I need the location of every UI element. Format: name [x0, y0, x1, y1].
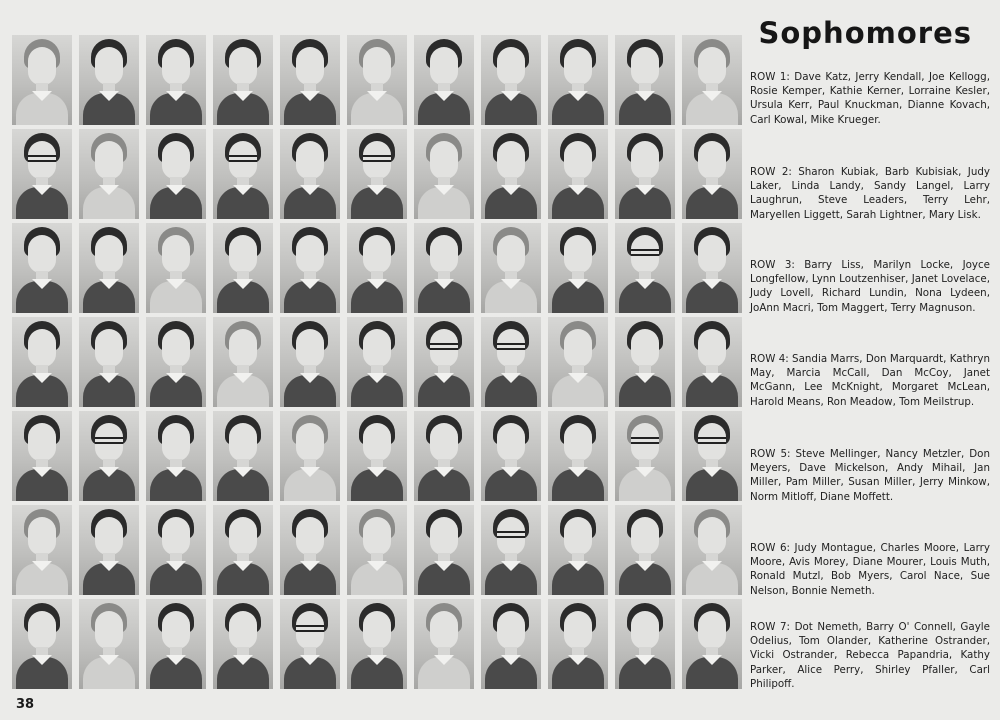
- student-portrait: [79, 505, 139, 595]
- student-portrait: [12, 129, 72, 219]
- student-portrait: [481, 505, 541, 595]
- student-portrait: [280, 223, 340, 313]
- student-portrait: [12, 599, 72, 689]
- student-portrait: [548, 223, 608, 313]
- student-portrait: [548, 599, 608, 689]
- student-portrait: [79, 129, 139, 219]
- student-portrait: [414, 223, 474, 313]
- student-portrait: [79, 317, 139, 407]
- student-portrait: [548, 317, 608, 407]
- student-portrait: [414, 411, 474, 501]
- student-portrait: [146, 411, 206, 501]
- student-portrait: [682, 129, 742, 219]
- portrait-row: [12, 599, 746, 689]
- student-portrait: [213, 223, 273, 313]
- portrait-row: [12, 223, 746, 313]
- student-portrait: [481, 223, 541, 313]
- student-portrait: [414, 35, 474, 125]
- student-portrait: [548, 129, 608, 219]
- student-portrait: [280, 411, 340, 501]
- page-title: Sophomores: [758, 16, 972, 50]
- student-portrait: [615, 223, 675, 313]
- student-portrait: [682, 35, 742, 125]
- student-portrait: [481, 599, 541, 689]
- student-portrait: [213, 35, 273, 125]
- student-portrait: [12, 317, 72, 407]
- portrait-row: [12, 505, 746, 595]
- student-portrait: [682, 505, 742, 595]
- student-portrait: [213, 317, 273, 407]
- student-portrait: [146, 317, 206, 407]
- student-portrait: [347, 411, 407, 501]
- student-portrait: [682, 317, 742, 407]
- student-portrait: [347, 599, 407, 689]
- student-portrait: [347, 129, 407, 219]
- student-portrait: [280, 129, 340, 219]
- portrait-row: [12, 129, 746, 219]
- portrait-row: [12, 411, 746, 501]
- student-portrait: [79, 35, 139, 125]
- student-portrait: [615, 599, 675, 689]
- student-portrait: [481, 129, 541, 219]
- student-portrait: [146, 129, 206, 219]
- row-4-caption: ROW 4: Sandia Marrs, Don Marquardt, Kathryn May, Marcia McCall, Dan McCoy, Janet McGann, Lee McKnight, Morgaret McLean, Harold Means, Ron Meadow, Tom Meilstrup.: [750, 353, 990, 408]
- page-number: 38: [16, 697, 35, 712]
- student-portrait: [615, 35, 675, 125]
- student-portrait: [414, 129, 474, 219]
- portrait-row: [12, 35, 746, 125]
- student-portrait: [347, 35, 407, 125]
- student-portrait: [347, 317, 407, 407]
- portrait-grid: [12, 35, 746, 691]
- student-portrait: [12, 223, 72, 313]
- student-portrait: [213, 129, 273, 219]
- student-portrait: [213, 505, 273, 595]
- student-portrait: [347, 223, 407, 313]
- student-portrait: [615, 317, 675, 407]
- student-portrait: [146, 35, 206, 125]
- student-portrait: [146, 599, 206, 689]
- student-portrait: [79, 411, 139, 501]
- student-portrait: [682, 599, 742, 689]
- student-portrait: [12, 411, 72, 501]
- student-portrait: [615, 129, 675, 219]
- student-portrait: [280, 505, 340, 595]
- student-portrait: [12, 505, 72, 595]
- student-portrait: [414, 599, 474, 689]
- student-portrait: [146, 505, 206, 595]
- row-1-caption: ROW 1: Dave Katz, Jerry Kendall, Joe Kellogg, Rosie Kemper, Kathie Kerner, Lorraine Kesler, Ursula Kerr, Paul Knuckman, Dianne Kovach, Carl Kowal, Mike Krueger.: [750, 71, 990, 126]
- student-portrait: [481, 35, 541, 125]
- student-portrait: [615, 505, 675, 595]
- row-3-caption: ROW 3: Barry Liss, Marilyn Locke, Joyce Longfellow, Lynn Loutzenhiser, Janet Lovelace, Judy Lovell, Richard Lundin, Nona Lydeen, JoAnn Macri, Tom Maggert, Terry Magnuson.: [750, 259, 990, 314]
- student-portrait: [481, 411, 541, 501]
- student-portrait: [79, 223, 139, 313]
- student-portrait: [213, 599, 273, 689]
- student-portrait: [280, 317, 340, 407]
- student-portrait: [12, 35, 72, 125]
- student-portrait: [414, 317, 474, 407]
- student-portrait: [79, 599, 139, 689]
- student-portrait: [414, 505, 474, 595]
- student-portrait: [481, 317, 541, 407]
- student-portrait: [615, 411, 675, 501]
- student-portrait: [146, 223, 206, 313]
- student-portrait: [548, 35, 608, 125]
- row-7-caption: ROW 7: Dot Nemeth, Barry O' Connell, Gayle Odelius, Tom Olander, Katherine Ostrander, Vicki Ostrander, Rebecca Papandria, Kathy Parker, Alice Perry, Shirley Pfaller, Carl Philipoff.: [750, 621, 990, 690]
- student-portrait: [682, 223, 742, 313]
- row-5-caption: ROW 5: Steve Mellinger, Nancy Metzler, Don Meyers, Dave Mickelson, Andy Mihail, Jan Miller, Pam Miller, Susan Miller, Jerry Minkow, Norm Mitloff, Diane Moffett.: [750, 448, 990, 503]
- row-2-caption: ROW 2: Sharon Kubiak, Barb Kubisiak, Judy Laker, Linda Landy, Sandy Langel, Larry Laughrun, Steve Leaders, Terry Lehr, Maryellen Liggett, Sarah Lightner, Mary Lisk.: [750, 166, 990, 221]
- row-6-caption: ROW 6: Judy Montague, Charles Moore, Larry Moore, Avis Morey, Diane Mourer, Louis Muth, Ronald Mutzl, Bob Myers, Carol Nace, Sue Nelson, Bonnie Nemeth.: [750, 542, 990, 597]
- student-portrait: [548, 505, 608, 595]
- portrait-row: [12, 317, 746, 407]
- student-portrait: [213, 411, 273, 501]
- student-portrait: [347, 505, 407, 595]
- student-portrait: [280, 35, 340, 125]
- student-portrait: [548, 411, 608, 501]
- student-portrait: [682, 411, 742, 501]
- student-portrait: [280, 599, 340, 689]
